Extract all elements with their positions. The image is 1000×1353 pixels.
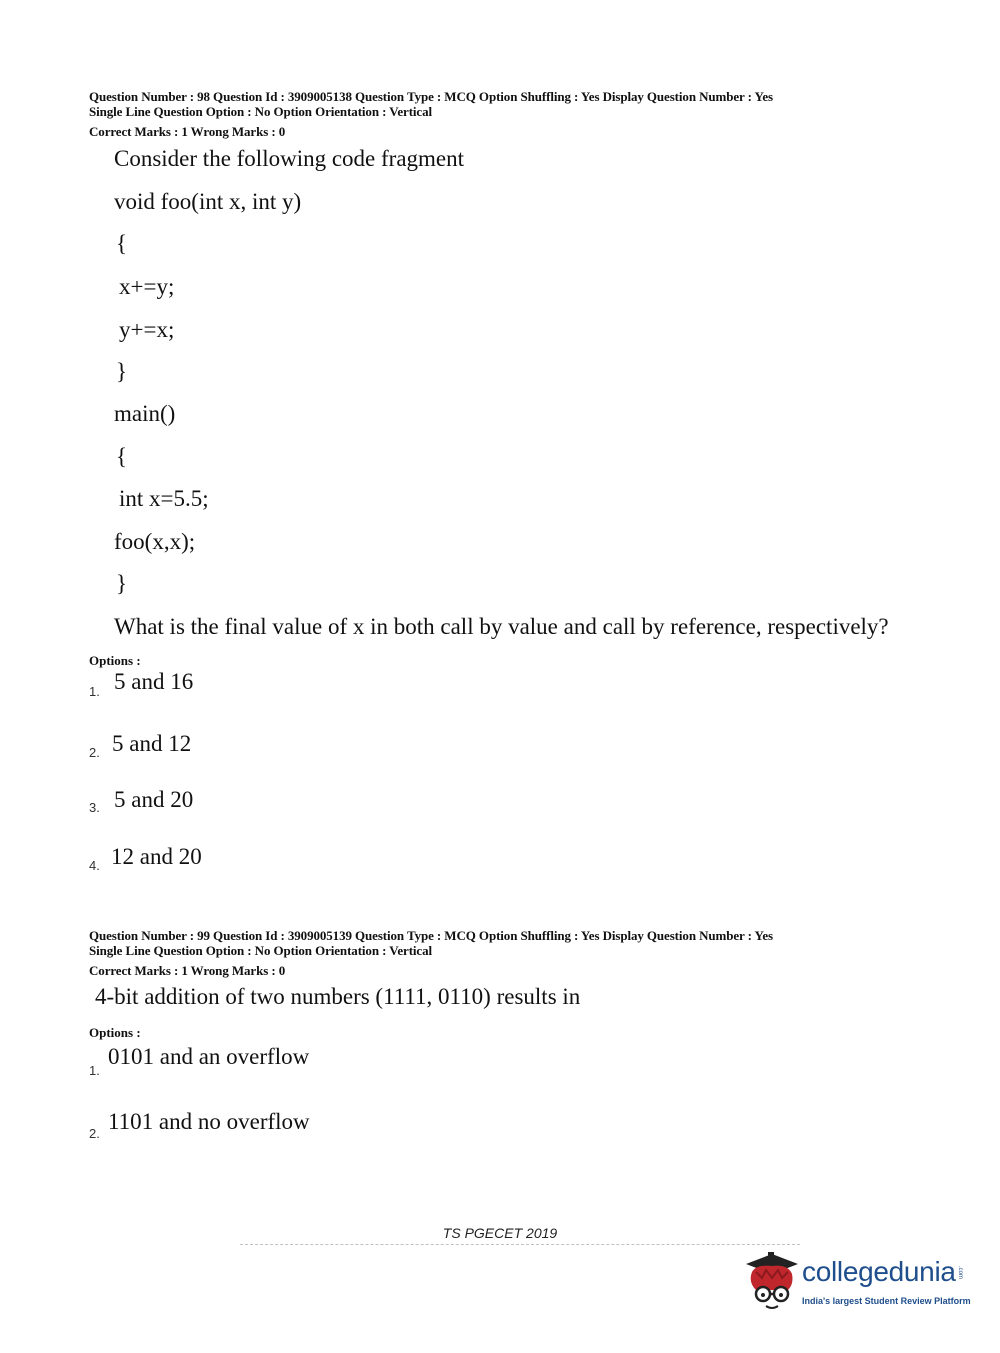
code-line: x+=y; xyxy=(119,274,175,299)
option-text: 5 and 12 xyxy=(112,731,192,756)
code-line: void foo(int x, int y) xyxy=(114,189,302,214)
code-line: { xyxy=(116,444,128,469)
collegedunia-logo xyxy=(742,1250,972,1316)
footer-exam-name: TS PGECET 2019 xyxy=(442,1225,558,1241)
logo-tagline: India's largest Student Review Platform xyxy=(802,1296,971,1306)
mascot-icon xyxy=(742,1250,800,1316)
option-number: 1. xyxy=(89,1063,100,1078)
code-line: { xyxy=(116,231,128,256)
code-line: } xyxy=(116,571,128,596)
options-label: Options : xyxy=(89,1025,141,1040)
question-98-marks: Correct Marks : 1 Wrong Marks : 0 xyxy=(89,124,286,139)
logo-wordmark: collegedunia xyxy=(802,1256,956,1287)
option-text: 5 and 20 xyxy=(114,787,194,812)
question-98-prompt: What is the final value of x in both call by value and call by reference, respectively? xyxy=(114,614,889,639)
option-text: 5 and 16 xyxy=(114,669,194,694)
question-98-meta-line2: Single Line Question Option : No Option Orientation : Vertical xyxy=(89,104,433,119)
option-text: 1101 and no overflow xyxy=(108,1109,310,1134)
footer-divider xyxy=(240,1244,800,1247)
code-line: foo(x,x); xyxy=(114,529,196,554)
option-number: 2. xyxy=(89,1126,100,1141)
option-text: 0101 and an overflow xyxy=(108,1044,310,1069)
code-line: main() xyxy=(114,401,176,426)
code-line: int x=5.5; xyxy=(119,486,209,511)
option-number: 4. xyxy=(89,858,100,873)
question-99-stem: 4-bit addition of two numbers (1111, 0110) results in xyxy=(95,984,581,1009)
logo-com: .com xyxy=(957,1266,963,1280)
option-number: 1. xyxy=(89,684,100,699)
options-label: Options : xyxy=(89,653,141,668)
question-99-meta-line1: Question Number : 99 Question Id : 3909005139 Question Type : MCQ Option Shuffling : Yes Display Question Number : Yes xyxy=(89,928,774,943)
question-98-stem: Consider the following code fragment xyxy=(114,146,465,171)
option-number: 3. xyxy=(89,800,100,815)
question-99-meta-line2: Single Line Question Option : No Option Orientation : Vertical xyxy=(89,943,433,958)
option-text: 12 and 20 xyxy=(111,844,202,869)
code-line: } xyxy=(116,359,128,384)
code-line: y+=x; xyxy=(119,317,175,342)
question-99-marks: Correct Marks : 1 Wrong Marks : 0 xyxy=(89,963,286,978)
option-number: 2. xyxy=(89,745,100,760)
question-98-meta-line1: Question Number : 98 Question Id : 3909005138 Question Type : MCQ Option Shuffling : Yes Display Question Number : Yes xyxy=(89,89,774,104)
